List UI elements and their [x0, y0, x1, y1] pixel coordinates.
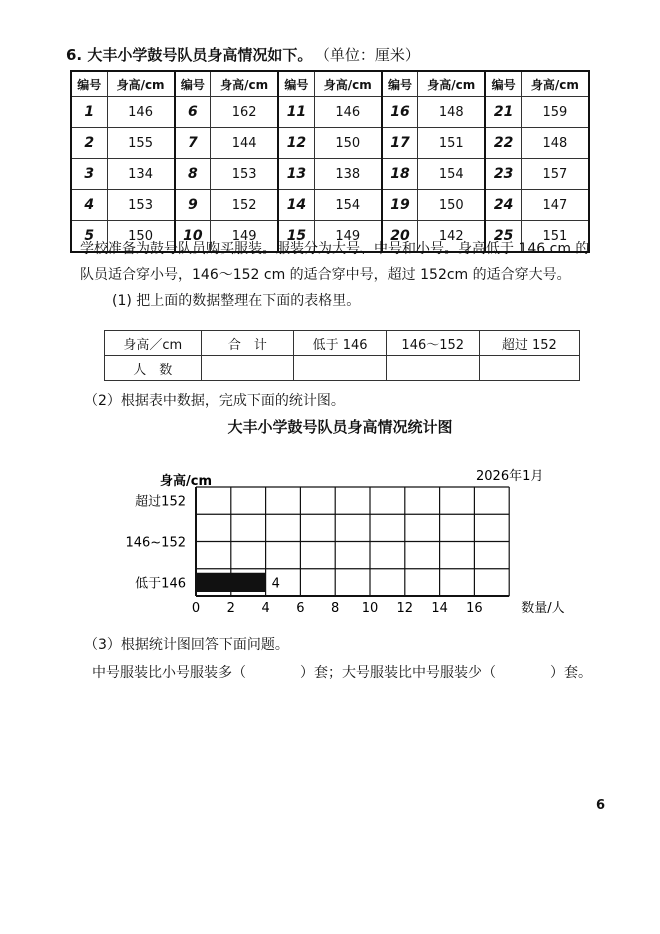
- x-axis-label: 数量/人: [521, 601, 565, 616]
- member-height: 152: [211, 190, 279, 221]
- member-height: 138: [314, 159, 382, 190]
- member-id: 25: [485, 221, 521, 253]
- member-id: 1: [71, 97, 107, 128]
- member-height: 154: [418, 159, 486, 190]
- member-height: 134: [107, 159, 175, 190]
- member-id: 9: [175, 190, 211, 221]
- chart-title: 大丰小学鼓号队员身高情况统计图: [227, 418, 453, 436]
- member-height: 153: [107, 190, 175, 221]
- member-height: 159: [521, 97, 589, 128]
- summary-header-mid: 146～152: [386, 331, 479, 356]
- member-id: 17: [382, 128, 418, 159]
- summary-header-total: 合 计: [201, 331, 294, 356]
- member-id: 23: [485, 159, 521, 190]
- member-id: 3: [71, 159, 107, 190]
- member-height: 147: [521, 190, 589, 221]
- x-tick-label: 10: [361, 601, 379, 616]
- paragraph-line-2: 队员适合穿小号，146～152 cm 的适合穿中号，超过 152cm 的适合穿大号。: [80, 267, 571, 283]
- member-id: 14: [278, 190, 314, 221]
- member-id: 19: [382, 190, 418, 221]
- member-id: 2: [71, 128, 107, 159]
- summary-header-low: 低于 146: [294, 331, 387, 356]
- y-category-label: 146~152: [125, 535, 186, 551]
- member-id: 24: [485, 190, 521, 221]
- x-tick-label: 6: [296, 601, 305, 616]
- header-id: 编号: [175, 71, 211, 97]
- answer-text-c: ）套。: [550, 665, 592, 681]
- member-height: 154: [314, 190, 382, 221]
- member-height: 150: [107, 221, 175, 253]
- header-id: 编号: [485, 71, 521, 97]
- question-title-text: 6. 大丰小学鼓号队员身高情况如下。: [66, 46, 313, 64]
- member-height: 144: [211, 128, 279, 159]
- x-tick-label: 4: [261, 601, 270, 616]
- member-height: 153: [211, 159, 279, 190]
- member-height: 155: [107, 128, 175, 159]
- member-height: 162: [211, 97, 279, 128]
- part-2-instruction: （2）根据表中数据，完成下面的统计图。: [84, 393, 345, 409]
- y-category-label: 超过152: [135, 494, 186, 510]
- header-height: 身高/cm: [521, 71, 589, 97]
- header-id: 编号: [71, 71, 107, 97]
- member-height: 149: [314, 221, 382, 253]
- header-height: 身高/cm: [107, 71, 175, 97]
- member-id: 10: [175, 221, 211, 253]
- member-id: 13: [278, 159, 314, 190]
- member-id: 21: [485, 97, 521, 128]
- member-id: 15: [278, 221, 314, 253]
- x-tick-label: 14: [431, 601, 448, 616]
- member-height: 157: [521, 159, 589, 190]
- member-height: 146: [314, 97, 382, 128]
- answer-line: [92, 662, 592, 682]
- answer-text-a: 中号服装比小号服装多（: [92, 665, 246, 681]
- header-height: 身高/cm: [418, 71, 486, 97]
- y-category-label: 低于146: [135, 576, 186, 592]
- member-id: 11: [278, 97, 314, 128]
- member-height: 146: [107, 97, 175, 128]
- member-height: 148: [521, 128, 589, 159]
- member-id: 18: [382, 159, 418, 190]
- header-id: 编号: [278, 71, 314, 97]
- member-height: 150: [418, 190, 486, 221]
- part-3-instruction: （3）根据统计图回答下面问题。: [84, 637, 289, 653]
- x-tick-label: 0: [191, 601, 201, 616]
- x-tick-label: 2: [226, 601, 235, 616]
- member-id: 4: [71, 190, 107, 221]
- member-id: 22: [485, 128, 521, 159]
- member-height: 151: [418, 128, 486, 159]
- member-id: 16: [382, 97, 418, 128]
- member-height: 149: [211, 221, 279, 253]
- member-height: 151: [521, 221, 589, 253]
- summary-header-high: 超过 152: [479, 331, 579, 356]
- member-id: 7: [175, 128, 211, 159]
- chart-date: 2026年1月: [476, 469, 544, 484]
- unit-note: （单位：厘米）: [322, 46, 420, 64]
- member-height: 148: [418, 97, 486, 128]
- x-tick-label: 12: [396, 601, 414, 616]
- member-height: 142: [418, 221, 486, 253]
- member-id: 20: [382, 221, 418, 253]
- page-number: 6: [596, 798, 606, 813]
- part-1-instruction: (1) 把上面的数据整理在下面的表格里。: [112, 293, 361, 309]
- bar-value-label: 4: [271, 576, 280, 592]
- member-id: 5: [71, 221, 107, 253]
- header-height: 身高/cm: [314, 71, 382, 97]
- member-id: 12: [278, 128, 314, 159]
- member-height: 150: [314, 128, 382, 159]
- member-id: 8: [175, 159, 211, 190]
- y-axis-label: 身高/cm: [160, 474, 213, 489]
- summary-header-height: 身高／cm: [105, 331, 202, 356]
- bar: [196, 573, 266, 592]
- paragraph-line-1: 学校准备为鼓号队员购买服装。服装分为大号、中号和小号。身高低于 146 cm 的: [80, 241, 590, 257]
- header-id: 编号: [382, 71, 418, 97]
- header-height: 身高/cm: [211, 71, 279, 97]
- summary-count-label: 人 数: [105, 356, 202, 381]
- member-id: 6: [175, 97, 211, 128]
- answer-text-b: ）套；大号服装比中号服装少（: [300, 665, 496, 681]
- x-tick-label: 16: [466, 601, 483, 616]
- x-tick-label: 8: [331, 601, 340, 616]
